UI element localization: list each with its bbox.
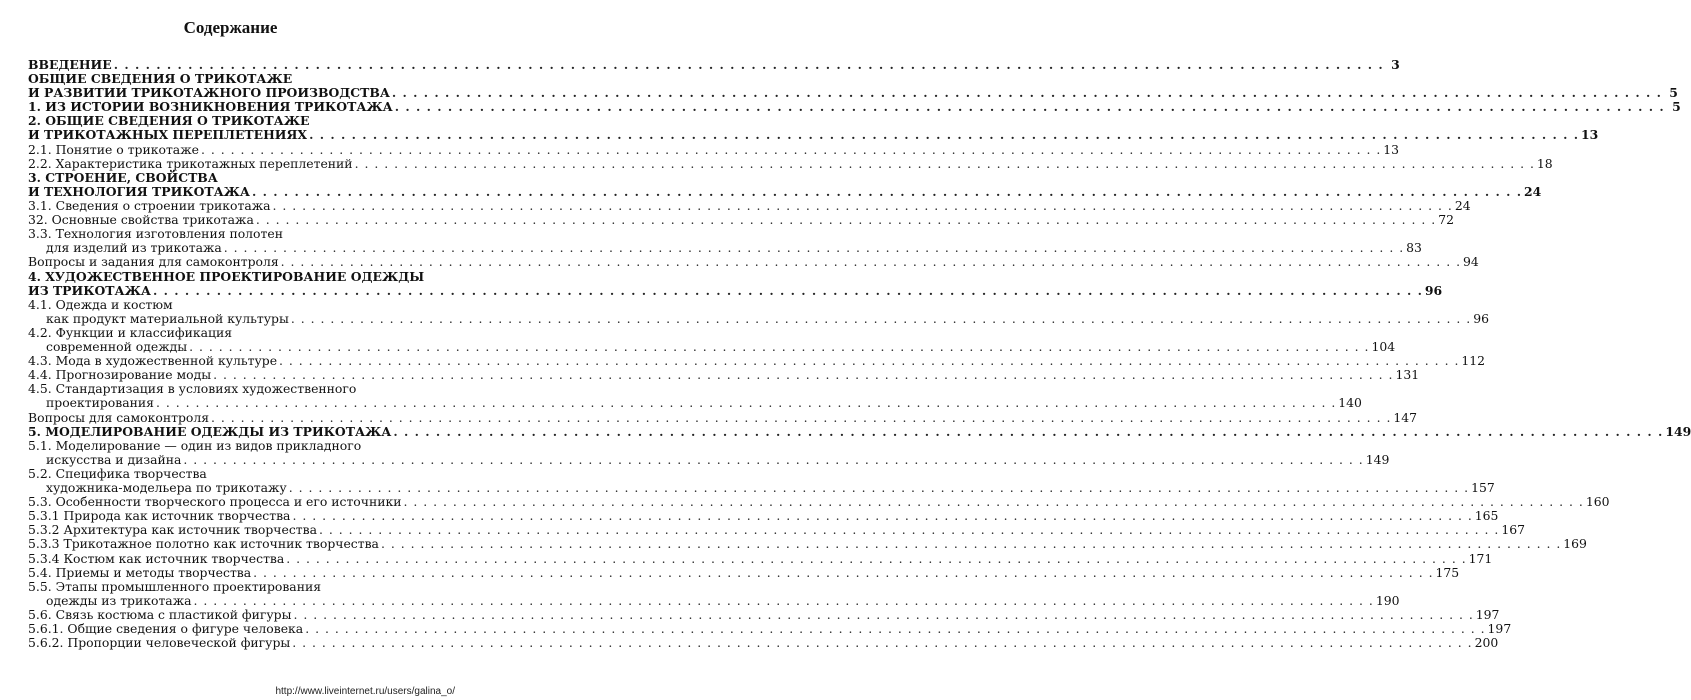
- toc-entry[interactable]: [28, 635, 1499, 651]
- toc-page-number: 171: [1468, 550, 1493, 566]
- toc-page-number: 200: [1474, 635, 1499, 651]
- toc-leader-dots: . . . . . . . . . . . . . . . . . . . . . . . . . . . . . . . . . . . . . . . . . . . . . . . . . . . . . . . . . . . . . . . . . . . . . . . . . . . . . . . . . . . . . . . . . . . . . . . . . . . . . . . . . . . . . . . . . . . . . . . .: [279, 353, 1460, 369]
- toc-leader-dots: . . . . . . . . . . . . . . . . . . . . . . . . . . . . . . . . . . . . . . . . . . . . . . . . . . . . . . . . . . . . . . . . . . . . . . . . . . . . . . . . . . . . . . . . . . . . . . . . . . . . . . . . . . . . . . . . . . . . . . . .: [211, 409, 1392, 425]
- toc-entry-text: художника-модельера по трикотажу: [46, 479, 287, 495]
- toc-entry[interactable]: [28, 324, 1396, 354]
- toc-page-number: 165: [1474, 508, 1499, 524]
- toc-entry-text: И ТЕХНОЛОГИЯ ТРИКОТАЖА: [28, 183, 251, 199]
- toc-page-number: 157: [1471, 479, 1495, 495]
- toc-entry-text: И ТРИКОТАЖНЫХ ПЕРЕПЛЕТЕНИЯХ: [28, 127, 308, 143]
- toc-entry-text: 4.1. Одежда и костюм: [28, 296, 173, 312]
- toc-entry[interactable]: [28, 423, 1691, 439]
- toc-leader-dots: . . . . . . . . . . . . . . . . . . . . . . . . . . . . . . . . . . . . . . . . . . . . . . . . . . . . . . . . . . . . . . . . . . . . . . . . . . . . . . . . . . . . . . . . . . . . . . . . . . . . . . . . . . . . . . . . . . . . . . . .: [394, 99, 1665, 115]
- toc-page-number: 72: [1438, 212, 1454, 228]
- toc-leader-dots: . . . . . . . . . . . . . . . . . . . . . . . . . . . . . . . . . . . . . . . . . . . . . . . . . . . . . . . . . . . . . . . . . . . . . . . . . . . . . . . . . . . . . . . . . . . . . . . . . . . . . . . . . . . . . . . . . . . . . . . .: [189, 338, 1370, 354]
- toc-leader-dots: . . . . . . . . . . . . . . . . . . . . . . . . . . . . . . . . . . . . . . . . . . . . . . . . . . . . . . . . . . . . . . . . . . . . . . . . . . . . . . . . . . . . . . . . . . . . . . . . . . . . . . . . . . . . . . . . . . . . . . . .: [223, 240, 1405, 256]
- toc-entry-text: искусства и дизайна: [46, 451, 182, 467]
- toc-page-number: 167: [1501, 522, 1525, 538]
- toc-entry[interactable]: [28, 254, 1479, 270]
- toc-entry[interactable]: [28, 353, 1486, 369]
- toc-entry-text: 5.5. Этапы промышленного проектирования: [28, 578, 322, 594]
- toc-entry[interactable]: [28, 212, 1454, 228]
- toc-page-number: 169: [1563, 536, 1587, 552]
- toc-leader-dots: . . . . . . . . . . . . . . . . . . . . . . . . . . . . . . . . . . . . . . . . . . . . . . . . . . . . . . . . . . . . . . . . . . . . . . . . . . . . . . . . . . . . . . . . . . . . . . . . . . . . . . . . . . . . . . . . . . . . . . . .: [193, 592, 1374, 608]
- toc-leader-dots: . . . . . . . . . . . . . . . . . . . . . . . . . . . . . . . . . . . . . . . . . . . . . . . . . . . . . . . . . . . . . . . . . . . . . . . . . . . . . . . . . . . . . . . . . . . . . . . . . . . . . . . . . . . . . . . . . . . . . . . .: [272, 198, 1453, 213]
- toc-entry-text: 5.3.2 Архитектура как источник творчества: [28, 522, 317, 538]
- toc-entry[interactable]: [28, 522, 1525, 538]
- toc-entry-text: 3. СТРОЕНИЕ, СВОЙСТВА: [28, 169, 218, 185]
- page-title: Содержание: [183, 18, 278, 37]
- toc-entry-text: 5.3.1 Природа как источник творчества: [28, 508, 291, 524]
- toc-entry[interactable]: [28, 367, 1420, 383]
- toc-leader-dots: . . . . . . . . . . . . . . . . . . . . . . . . . . . . . . . . . . . . . . . . . . . . . . . . . . . . . . . . . . . . . . . . . . . . . . . . . . . . . . . . . . . . . . . . . . . . . . . . . . . . . . . . . . . . . . . . . . . . . . . .: [252, 183, 1523, 199]
- toc-page-number: 18: [1536, 155, 1553, 171]
- toc-entry-text: 5.6.2. Пропорции человеческой фигуры: [28, 635, 291, 651]
- toc-entry[interactable]: [28, 621, 1512, 636]
- toc-entry-text: 4.5. Стандартизация в условиях художественного: [28, 381, 357, 397]
- toc-entry[interactable]: [28, 198, 1471, 213]
- toc-entry-text: 5.2. Специфика творчества: [28, 465, 207, 481]
- toc-entry[interactable]: [28, 550, 1493, 566]
- toc-page-number: 149: [1365, 451, 1390, 467]
- toc-page-number: 94: [1463, 254, 1479, 270]
- toc-page-number: 104: [1371, 338, 1396, 354]
- toc-entry-text: для изделий из трикотажа: [46, 240, 222, 256]
- toc-entry[interactable]: [28, 465, 1495, 495]
- toc-leader-dots: . . . . . . . . . . . . . . . . . . . . . . . . . . . . . . . . . . . . . . . . . . . . . . . . . . . . . . . . . . . . . . . . . . . . . . . . . . . . . . . . . . . . . . . . . . . . . . . . . . . . . . . . . . . . . . . . . . . . . . . .: [213, 367, 1394, 383]
- toc-page-number: 147: [1393, 409, 1418, 425]
- toc-entry-text: 2.1. Понятие о трикотаже: [28, 141, 199, 157]
- toc-page-number: 197: [1475, 606, 1500, 622]
- toc-entry-text: 4. ХУДОЖЕСТВЕННОЕ ПРОЕКТИРОВАНИЕ ОДЕЖДЫ: [28, 268, 425, 284]
- toc-entry-text: 5.1. Моделирование — один из видов прикладного: [28, 437, 362, 453]
- toc-entry-text: одежды из трикотажа: [46, 592, 192, 608]
- toc-leader-dots: . . . . . . . . . . . . . . . . . . . . . . . . . . . . . . . . . . . . . . . . . . . . . . . . . . . . . . . . . . . . . . . . . . . . . . . . . . . . . . . . . . . . . . . . . . . . . . . . . . . . . . . . . . . . . . . . . . . . . . . .: [292, 508, 1473, 524]
- toc-leader-dots: . . . . . . . . . . . . . . . . . . . . . . . . . . . . . . . . . . . . . . . . . . . . . . . . . . . . . . . . . . . . . . . . . . . . . . . . . . . . . . . . . . . . . . . . . . . . . . . . . . . . . . . . . . . . . . . . . . . . . . . .: [288, 479, 1470, 495]
- toc-page-number: 131: [1395, 367, 1420, 383]
- toc-page-number: 149: [1665, 423, 1691, 439]
- toc-entry[interactable]: [28, 437, 1390, 467]
- toc-entry-text: современной одежды: [46, 338, 188, 354]
- toc-entry[interactable]: [28, 508, 1499, 524]
- toc-leader-dots: . . . . . . . . . . . . . . . . . . . . . . . . . . . . . . . . . . . . . . . . . . . . . . . . . . . . . . . . . . . . . . . . . . . . . . . . . . . . . . . . . . . . . . . . . . . . . . . . . . . . . . . . . . . . . . . . . . . . . . . .: [290, 310, 1472, 326]
- toc-entry-text: 5.4. Приемы и методы творчества: [28, 564, 252, 580]
- toc-entry-text: 3.1. Сведения о строении трикотажа: [28, 198, 271, 213]
- toc-page-number: 24: [1524, 183, 1542, 199]
- toc-entry[interactable]: [28, 155, 1553, 171]
- toc-page-number: 197: [1487, 621, 1512, 636]
- toc-leader-dots: . . . . . . . . . . . . . . . . . . . . . . . . . . . . . . . . . . . . . . . . . . . . . . . . . . . . . . . . . . . . . . . . . . . . . . . . . . . . . . . . . . . . . . . . . . . . . . . . . . . . . . . . . . . . . . . . . . . . . . . .: [380, 536, 1562, 552]
- toc-entry[interactable]: [28, 296, 1489, 326]
- toc-leader-dots: . . . . . . . . . . . . . . . . . . . . . . . . . . . . . . . . . . . . . . . . . . . . . . . . . . . . . . . . . . . . . . . . . . . . . . . . . . . . . . . . . . . . . . . . . . . . . . . . . . . . . . . . . . . . . . . . . . . . . . . .: [391, 85, 1662, 101]
- toc-entry-text: 5.6.1. Общие сведения о фигуре человека: [28, 621, 304, 636]
- toc-entry[interactable]: [28, 57, 1400, 72]
- toc-leader-dots: . . . . . . . . . . . . . . . . . . . . . . . . . . . . . . . . . . . . . . . . . . . . . . . . . . . . . . . . . . . . . . . . . . . . . . . . . . . . . . . . . . . . . . . . . . . . . . . . . . . . . . . . . . . . . . . . . . . . . . . .: [292, 635, 1473, 651]
- toc-page-number: 5: [1672, 99, 1681, 115]
- toc-leader-dots: . . . . . . . . . . . . . . . . . . . . . . . . . . . . . . . . . . . . . . . . . . . . . . . . . . . . . . . . . . . . . . . . . . . . . . . . . . . . . . . . . . . . . . . . . . . . . . . . . . . . . . . . . . . . . . . . . . . . . . . .: [286, 550, 1467, 566]
- toc-entry[interactable]: [28, 226, 1422, 256]
- toc-entry[interactable]: [28, 606, 1500, 622]
- toc-entry-text: 4.2. Функции и классификация: [28, 324, 233, 340]
- toc-entry-text: 2.2. Характеристика трикотажных переплетений: [28, 155, 353, 171]
- toc-leader-dots: . . . . . . . . . . . . . . . . . . . . . . . . . . . . . . . . . . . . . . . . . . . . . . . . . . . . . . . . . . . . . . . . . . . . . . . . . . . . . . . . . . . . . . . . . . . . . . . . . . . . . . . . . . . . . . . . . . . . . . . .: [152, 282, 1423, 298]
- toc-page-number: 96: [1473, 310, 1489, 326]
- toc-entry[interactable]: [28, 578, 1400, 608]
- toc-entry[interactable]: [28, 99, 1681, 115]
- toc-leader-dots: . . . . . . . . . . . . . . . . . . . . . . . . . . . . . . . . . . . . . . . . . . . . . . . . . . . . . . . . . . . . . . . . . . . . . . . . . . . . . . . . . . . . . . . . . . . . . . . . . . . . . . . . . . . . . . . . . . . . . . . .: [255, 212, 1437, 228]
- toc-page-number: 13: [1581, 127, 1599, 143]
- toc-entry-text: ОБЩИЕ СВЕДЕНИЯ О ТРИКОТАЖЕ: [28, 71, 293, 87]
- toc-entry-text: 3.3. Технология изготовления полотен: [28, 226, 283, 242]
- toc-entry-text: 5. МОДЕЛИРОВАНИЕ ОДЕЖДЫ ИЗ ТРИКОТАЖА: [28, 423, 392, 439]
- toc-entry-text: Вопросы для самоконтроля: [28, 409, 210, 425]
- toc-leader-dots: . . . . . . . . . . . . . . . . . . . . . . . . . . . . . . . . . . . . . . . . . . . . . . . . . . . . . . . . . . . . . . . . . . . . . . . . . . . . . . . . . . . . . . . . . . . . . . . . . . . . . . . . . . . . . . . . . . . . . . . .: [403, 494, 1584, 510]
- toc-page-number: 3: [1391, 57, 1400, 72]
- source-url: http://www.liveinternet.ru/users/galina_o/: [275, 686, 455, 697]
- toc-page-number: 112: [1461, 353, 1486, 369]
- toc-page-number: 24: [1454, 198, 1471, 213]
- toc-page-number: 5: [1669, 85, 1678, 101]
- toc-entry-text: 32. Основные свойства трикотажа: [28, 212, 254, 228]
- toc-entry-text: 2. ОБЩИЕ СВЕДЕНИЯ О ТРИКОТАЖЕ: [28, 113, 310, 129]
- toc-leader-dots: . . . . . . . . . . . . . . . . . . . . . . . . . . . . . . . . . . . . . . . . . . . . . . . . . . . . . . . . . . . . . . . . . . . . . . . . . . . . . . . . . . . . . . . . . . . . . . . . . . . . . . . . . . . . . . . . . . . . . . . .: [183, 451, 1364, 467]
- toc-page-number: 175: [1435, 564, 1460, 580]
- toc-entry-text: как продукт материальной культуры: [46, 310, 289, 326]
- toc-entry[interactable]: [28, 141, 1400, 157]
- toc-entry[interactable]: [28, 268, 1443, 298]
- toc-leader-dots: . . . . . . . . . . . . . . . . . . . . . . . . . . . . . . . . . . . . . . . . . . . . . . . . . . . . . . . . . . . . . . . . . . . . . . . . . . . . . . . . . . . . . . . . . . . . . . . . . . . . . . . . . . . . . . . . . . . . . . . .: [393, 423, 1664, 439]
- toc-leader-dots: . . . . . . . . . . . . . . . . . . . . . . . . . . . . . . . . . . . . . . . . . . . . . . . . . . . . . . . . . . . . . . . . . . . . . . . . . . . . . . . . . . . . . . . . . . . . . . . . . . . . . . . . . . . . . . . . . . . . . . . .: [305, 621, 1486, 636]
- toc-page-number: 96: [1424, 282, 1443, 298]
- toc-page-number: 13: [1383, 141, 1400, 157]
- toc-entry[interactable]: [28, 71, 1678, 101]
- toc-entry-text: 5.3.3 Трикотажное полотно как источник творчества: [28, 536, 379, 552]
- toc-entry-text: И РАЗВИТИИ ТРИКОТАЖНОГО ПРОИЗВОДСТВА: [28, 85, 390, 101]
- toc-entry-text: 1. ИЗ ИСТОРИИ ВОЗНИКНОВЕНИЯ ТРИКОТАЖА: [28, 99, 393, 115]
- toc-leader-dots: . . . . . . . . . . . . . . . . . . . . . . . . . . . . . . . . . . . . . . . . . . . . . . . . . . . . . . . . . . . . . . . . . . . . . . . . . . . . . . . . . . . . . . . . . . . . . . . . . . . . . . . . . . . . . . . . . . . . . . . .: [280, 254, 1462, 270]
- toc-entry-text: 5.3. Особенности творческого процесса и его источники: [28, 494, 402, 510]
- toc-leader-dots: . . . . . . . . . . . . . . . . . . . . . . . . . . . . . . . . . . . . . . . . . . . . . . . . . . . . . . . . . . . . . . . . . . . . . . . . . . . . . . . . . . . . . . . . . . . . . . . . . . . . . . . . . . . . . . . . . . . . . . . .: [113, 57, 1384, 72]
- toc-leader-dots: . . . . . . . . . . . . . . . . . . . . . . . . . . . . . . . . . . . . . . . . . . . . . . . . . . . . . . . . . . . . . . . . . . . . . . . . . . . . . . . . . . . . . . . . . . . . . . . . . . . . . . . . . . . . . . . . . . . . . . . .: [293, 606, 1474, 622]
- toc-entry-text: 5.6. Связь костюма с пластикой фигуры: [28, 606, 292, 622]
- toc-leader-dots: . . . . . . . . . . . . . . . . . . . . . . . . . . . . . . . . . . . . . . . . . . . . . . . . . . . . . . . . . . . . . . . . . . . . . . . . . . . . . . . . . . . . . . . . . . . . . . . . . . . . . . . . . . . . . . . . . . . . . . . .: [309, 127, 1580, 143]
- toc-entry-text: ИЗ ТРИКОТАЖА: [28, 282, 151, 298]
- toc-leader-dots: . . . . . . . . . . . . . . . . . . . . . . . . . . . . . . . . . . . . . . . . . . . . . . . . . . . . . . . . . . . . . . . . . . . . . . . . . . . . . . . . . . . . . . . . . . . . . . . . . . . . . . . . . . . . . . . . . . . . . . . .: [354, 155, 1535, 171]
- toc-page-number: 140: [1338, 395, 1362, 411]
- toc-entry[interactable]: [28, 409, 1418, 425]
- toc-leader-dots: . . . . . . . . . . . . . . . . . . . . . . . . . . . . . . . . . . . . . . . . . . . . . . . . . . . . . . . . . . . . . . . . . . . . . . . . . . . . . . . . . . . . . . . . . . . . . . . . . . . . . . . . . . . . . . . . . . . . . . . .: [200, 141, 1382, 157]
- toc-leader-dots: . . . . . . . . . . . . . . . . . . . . . . . . . . . . . . . . . . . . . . . . . . . . . . . . . . . . . . . . . . . . . . . . . . . . . . . . . . . . . . . . . . . . . . . . . . . . . . . . . . . . . . . . . . . . . . . . . . . . . . . .: [155, 395, 1337, 411]
- toc-page-number: 190: [1375, 592, 1400, 608]
- toc-entry-text: 5.3.4 Костюм как источник творчества: [28, 550, 285, 566]
- toc-page-number: 83: [1406, 240, 1422, 256]
- toc-entry-text: Вопросы и задания для самоконтроля: [28, 254, 279, 270]
- toc-leader-dots: . . . . . . . . . . . . . . . . . . . . . . . . . . . . . . . . . . . . . . . . . . . . . . . . . . . . . . . . . . . . . . . . . . . . . . . . . . . . . . . . . . . . . . . . . . . . . . . . . . . . . . . . . . . . . . . . . . . . . . . .: [253, 564, 1434, 580]
- toc-entry[interactable]: [28, 381, 1362, 411]
- toc-entry[interactable]: [28, 494, 1610, 510]
- toc-entry[interactable]: [28, 169, 1542, 199]
- toc-entry-text: 4.3. Мода в художественной культуре: [28, 353, 278, 369]
- toc-leader-dots: . . . . . . . . . . . . . . . . . . . . . . . . . . . . . . . . . . . . . . . . . . . . . . . . . . . . . . . . . . . . . . . . . . . . . . . . . . . . . . . . . . . . . . . . . . . . . . . . . . . . . . . . . . . . . . . . . . . . . . . .: [318, 522, 1500, 538]
- toc-entry-text: 4.4. Прогнозирование моды: [28, 367, 212, 383]
- toc-entry[interactable]: [28, 536, 1587, 552]
- toc-entry-text: ВВЕДЕНИЕ: [28, 57, 112, 72]
- toc-entry[interactable]: [28, 113, 1599, 143]
- toc-entry[interactable]: [28, 564, 1460, 580]
- toc-page-number: 160: [1585, 494, 1610, 510]
- toc-entry-text: проектирования: [46, 395, 154, 411]
